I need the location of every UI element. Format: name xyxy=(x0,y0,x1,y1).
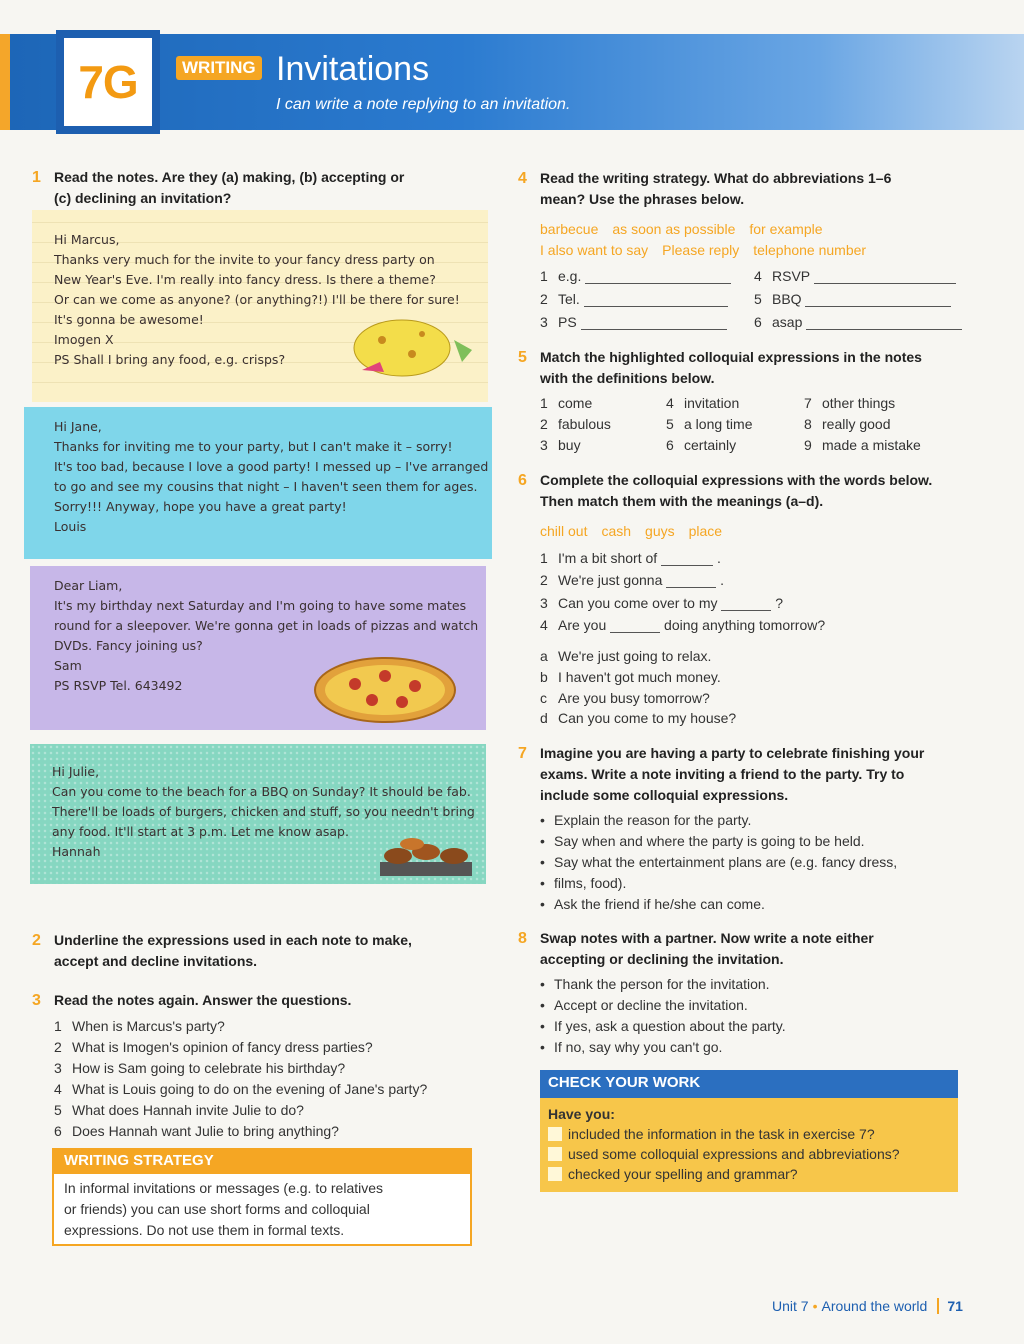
item-text: I'm a bit short of xyxy=(558,550,658,566)
meaning-item xyxy=(540,690,710,706)
word: guys xyxy=(645,523,675,539)
item-number: 8 xyxy=(804,416,812,432)
checkbox[interactable] xyxy=(548,1167,562,1181)
exercise-8-instruction xyxy=(518,928,970,970)
gap-item xyxy=(540,572,724,588)
answer-line[interactable] xyxy=(666,574,716,588)
phrase: barbecue xyxy=(540,221,599,237)
question-item xyxy=(54,1018,225,1034)
item-number: 4 xyxy=(754,268,762,284)
meaning-item xyxy=(540,648,711,664)
exercise-number: 5 xyxy=(518,349,527,366)
note-line: It's my birthday next Saturday and I'm going to have some mates xyxy=(54,598,467,613)
instruction-line: accept and decline invitations. xyxy=(54,953,258,969)
exercise-number: 4 xyxy=(518,170,527,187)
item-number: 5 xyxy=(666,416,674,432)
exercise-8-bullets xyxy=(540,974,970,1058)
note-line: Hi Jane, xyxy=(54,419,102,434)
answer-line[interactable] xyxy=(610,619,660,633)
item-number: 2 xyxy=(540,572,548,588)
strategy-line: expressions. Do not use them in formal texts. xyxy=(64,1222,345,1238)
instruction-line: Read the notes. Are they (a) making, (b) accepting or xyxy=(54,169,405,185)
item-text: made a mistake xyxy=(822,437,921,453)
note-julie xyxy=(30,744,486,884)
definition-item xyxy=(666,395,739,411)
item-text: BBQ xyxy=(772,291,802,307)
item-text: Does Hannah want Julie to bring anything? xyxy=(72,1123,339,1139)
item-number: 3 xyxy=(540,314,548,330)
exercise-6-instruction xyxy=(518,470,970,512)
note-line: Or can we come as anyone? (or anything?!) I'll be there for sure! xyxy=(54,292,460,307)
item-text: Tel. xyxy=(558,291,580,307)
item-text: . xyxy=(716,550,721,566)
note-line: Thanks very much for the invite to your fancy dress party on xyxy=(54,252,435,267)
definition-item xyxy=(540,416,611,432)
instruction-line: Imagine you are having a party to celebrate finishing your xyxy=(540,745,925,761)
phrase-bank xyxy=(540,242,880,258)
note-line: New Year's Eve. I'm really into fancy dress. Is there a theme? xyxy=(54,272,436,287)
note-line: PS Shall I bring any food, e.g. crisps? xyxy=(54,352,286,367)
item-text: asap xyxy=(772,314,803,330)
bullet-item: • If yes, ask a question about the party. xyxy=(540,1016,970,1037)
unit-code: 7G xyxy=(78,56,138,108)
instruction-line: include some colloquial expressions. xyxy=(540,787,789,803)
item-text: certainly xyxy=(684,437,737,453)
question-item xyxy=(54,1039,373,1055)
check-item xyxy=(548,1124,950,1144)
exercise-number: 6 xyxy=(518,472,527,489)
instruction-line: accepting or declining the invitation. xyxy=(540,951,784,967)
item-number: 1 xyxy=(540,550,548,566)
item-text: Are you xyxy=(558,617,607,633)
bullet-item: • Accept or decline the invitation. xyxy=(540,995,970,1016)
definition-item xyxy=(804,437,921,453)
definition-item xyxy=(666,437,736,453)
item-text: invitation xyxy=(684,395,740,411)
item-text: PS xyxy=(558,314,577,330)
check-text: included the information in the task in exercise 7? xyxy=(568,1126,875,1142)
item-number: 2 xyxy=(54,1039,62,1055)
note-line: round for a sleepover. We're gonna get in loads of pizzas and watch xyxy=(54,618,479,633)
item-text: Can you come over to my xyxy=(558,595,718,611)
page-footer: Unit 7 • Around the world 71 xyxy=(772,1298,963,1314)
bullet-item: • If no, say why you can't go. xyxy=(540,1037,970,1058)
item-text: What is Louis going to do on the evening of Jane's party? xyxy=(72,1081,428,1097)
exercise-7-instruction xyxy=(518,743,970,806)
instruction-line: Complete the colloquial expressions with the words below. xyxy=(540,472,933,488)
instruction-line: exams. Write a note inviting a friend to the party. Try to xyxy=(540,766,905,782)
question-item xyxy=(54,1081,427,1097)
exercise-1-instruction xyxy=(32,167,494,209)
item-text: I haven't got much money. xyxy=(558,669,721,685)
item-number: 4 xyxy=(666,395,674,411)
note-line: Dear Liam, xyxy=(54,578,123,593)
answer-line[interactable] xyxy=(661,552,713,566)
note-line: It's too bad, because I love a good party! I messed up – I've arranged xyxy=(54,459,489,474)
note-line: any food. It'll start at 3 p.m. Let me know asap. xyxy=(52,824,349,839)
item-number: 5 xyxy=(754,291,762,307)
item-text: really good xyxy=(822,416,891,432)
abbrev-item xyxy=(540,291,728,307)
note-line: PS RSVP Tel. 643492 xyxy=(54,678,183,693)
item-letter: c xyxy=(540,690,547,706)
instruction-line: with the definitions below. xyxy=(540,370,715,386)
item-number: 4 xyxy=(54,1081,62,1097)
item-text: fabulous xyxy=(558,416,611,432)
item-text: We're just gonna xyxy=(558,572,663,588)
item-number: 5 xyxy=(54,1102,62,1118)
instruction-line: Swap notes with a partner. Now write a note either xyxy=(540,930,874,946)
abbrev-item xyxy=(540,314,727,330)
strategy-line: or friends) you can use short forms and colloquial xyxy=(64,1201,370,1217)
item-text: e.g. xyxy=(558,268,582,284)
item-number: 1 xyxy=(540,395,548,411)
phrase: Please reply xyxy=(662,242,740,258)
page-subtitle: I can write a note replying to an invitation. xyxy=(276,96,571,113)
note-line: Can you come to the beach for a BBQ on Sunday? It should be fab. xyxy=(52,784,471,799)
abbrev-item xyxy=(754,314,962,330)
gap-item xyxy=(540,595,783,611)
exercise-4-instruction xyxy=(518,168,970,210)
item-text: How is Sam going to celebrate his birthday? xyxy=(72,1060,346,1076)
definition-item xyxy=(540,395,592,411)
exercise-number: 3 xyxy=(32,992,41,1009)
item-number: 9 xyxy=(804,437,812,453)
check-text: checked your spelling and grammar? xyxy=(568,1166,798,1182)
page-number: 71 xyxy=(937,1298,963,1314)
writing-tag: WRITING xyxy=(176,56,262,80)
item-text: When is Marcus's party? xyxy=(72,1018,225,1034)
instruction-line: Then match them with the meanings (a–d). xyxy=(540,493,824,509)
check-your-work-box xyxy=(540,1070,958,1192)
abbrev-item xyxy=(754,268,956,284)
item-number: 3 xyxy=(540,437,548,453)
note-line: DVDs. Fancy joining us? xyxy=(54,638,203,653)
item-text: buy xyxy=(558,437,581,453)
check-item xyxy=(548,1144,950,1164)
answer-line[interactable] xyxy=(581,316,727,330)
item-number: 6 xyxy=(754,314,762,330)
note-line: Louis xyxy=(54,519,87,534)
note-line: Imogen X xyxy=(54,332,114,347)
bullet-item: • Say when and where the party is going to be held. xyxy=(540,831,970,852)
definition-item xyxy=(540,437,581,453)
item-number: 6 xyxy=(54,1123,62,1139)
exercise-2-instruction xyxy=(32,930,494,972)
item-text: ? xyxy=(775,595,784,611)
item-text: come xyxy=(558,395,593,411)
meaning-item xyxy=(540,669,721,685)
pizza-illustration xyxy=(310,654,460,726)
bbq-illustration xyxy=(376,832,476,880)
note-liam xyxy=(30,566,486,730)
bullet-cont-text: films, food). xyxy=(554,875,627,891)
item-number: 2 xyxy=(540,291,548,307)
item-number: 2 xyxy=(540,416,548,432)
note-line: Hi Julie, xyxy=(52,764,100,779)
question-item xyxy=(54,1123,339,1139)
check-text: used some colloquial expressions and abbreviations? xyxy=(568,1146,900,1162)
note-line: Sam xyxy=(54,658,82,673)
bullet-continuation xyxy=(540,873,970,894)
phrase-bank xyxy=(540,221,837,237)
item-number: 6 xyxy=(666,437,674,453)
word-bank xyxy=(540,523,736,539)
answer-line[interactable] xyxy=(806,316,962,330)
unit-badge xyxy=(56,30,160,134)
exercise-number: 7 xyxy=(518,745,527,762)
item-text: doing anything tomorrow? xyxy=(664,617,826,633)
note-line: Hannah xyxy=(52,844,101,859)
exercise-3-instruction xyxy=(32,990,494,1011)
instruction-line: Read the notes again. Answer the questions. xyxy=(54,992,352,1008)
item-text: What is Imogen's opinion of fancy dress parties? xyxy=(72,1039,373,1055)
item-text: Can you come to my house? xyxy=(558,710,737,726)
abbrev-item xyxy=(540,268,731,284)
word: cash xyxy=(601,523,632,539)
meaning-item xyxy=(540,710,736,726)
phrase: I also want to say xyxy=(540,242,649,258)
question-item xyxy=(54,1060,345,1076)
definition-item xyxy=(666,416,752,432)
word: place xyxy=(688,523,723,539)
answer-line[interactable] xyxy=(814,270,956,284)
crisps-illustration xyxy=(342,310,482,390)
check-title: CHECK YOUR WORK xyxy=(540,1070,958,1098)
note-line: Sorry!!! Anyway, hope you have a great party! xyxy=(54,499,347,514)
check-item xyxy=(548,1164,950,1184)
instruction-line: (c) declining an invitation? xyxy=(54,190,232,206)
bullet-item: • Thank the person for the invitation. xyxy=(540,974,970,995)
answer-line[interactable] xyxy=(721,597,771,611)
item-text: Are you busy tomorrow? xyxy=(558,690,710,706)
item-number: 3 xyxy=(54,1060,62,1076)
exercise-number: 2 xyxy=(32,932,41,949)
writing-strategy-box xyxy=(52,1148,472,1246)
bullet-item: • Ask the friend if he/she can come. xyxy=(540,894,970,915)
instruction-line: Underline the expressions used in each note to make, xyxy=(54,932,412,948)
instruction-line: mean? Use the phrases below. xyxy=(540,191,745,207)
item-letter: a xyxy=(540,648,548,664)
item-text: RSVP xyxy=(772,268,810,284)
exercise-number: 1 xyxy=(32,169,41,186)
strategy-line: In informal invitations or messages (e.g. to relatives xyxy=(64,1180,384,1196)
item-text: a long time xyxy=(684,416,753,432)
item-text: . xyxy=(720,572,725,588)
exercise-number: 8 xyxy=(518,930,527,947)
item-number: 1 xyxy=(540,268,548,284)
phrase: for example xyxy=(749,221,823,237)
answer-line[interactable] xyxy=(585,270,731,284)
note-line: Hi Marcus, xyxy=(54,232,120,247)
instruction-line: Match the highlighted colloquial expressions in the notes xyxy=(540,349,922,365)
phrase: as soon as possible xyxy=(612,221,736,237)
word: chill out xyxy=(540,523,588,539)
item-text: other things xyxy=(822,395,896,411)
note-line: to go and see my cousins that night – I haven't seen them for ages. xyxy=(54,479,478,494)
note-line: There'll be loads of burgers, chicken and stuff, so you needn't bring xyxy=(52,804,475,819)
item-number: 7 xyxy=(804,395,812,411)
footer-unit: Unit 7 xyxy=(772,1298,809,1314)
item-letter: d xyxy=(540,710,548,726)
item-text: We're just going to relax. xyxy=(558,648,712,664)
question-item xyxy=(54,1102,304,1118)
checkbox[interactable] xyxy=(548,1127,562,1141)
footer-topic: Around the world xyxy=(821,1298,928,1314)
note-line: Thanks for inviting me to your party, but I can't make it – sorry! xyxy=(54,439,453,454)
bullet-item: • Say what the entertainment plans are (e.g. fancy dress, xyxy=(540,852,970,873)
item-text: What does Hannah invite Julie to do? xyxy=(72,1102,304,1118)
item-number: 4 xyxy=(540,617,548,633)
check-lead: Have you: xyxy=(548,1106,615,1122)
bullet-item: • Explain the reason for the party. xyxy=(540,810,970,831)
exercise-5-instruction xyxy=(518,347,970,389)
page-title: Invitations xyxy=(276,50,430,88)
answer-line[interactable] xyxy=(584,293,728,307)
answer-line[interactable] xyxy=(805,293,951,307)
checkbox[interactable] xyxy=(548,1147,562,1161)
note-line: It's gonna be awesome! xyxy=(54,312,204,327)
exercise-7-bullets xyxy=(540,810,970,915)
strategy-title: WRITING STRATEGY xyxy=(54,1150,470,1174)
definition-item xyxy=(804,416,891,432)
phrase: telephone number xyxy=(753,242,867,258)
gap-item xyxy=(540,617,825,633)
note-marcus xyxy=(32,210,488,402)
instruction-line: Read the writing strategy. What do abbreviations 1–6 xyxy=(540,170,892,186)
note-jane xyxy=(24,407,492,559)
abbrev-item xyxy=(754,291,951,307)
item-letter: b xyxy=(540,669,548,685)
gap-item xyxy=(540,550,721,566)
item-number: 3 xyxy=(540,595,548,611)
definition-item xyxy=(804,395,895,411)
item-number: 1 xyxy=(54,1018,62,1034)
